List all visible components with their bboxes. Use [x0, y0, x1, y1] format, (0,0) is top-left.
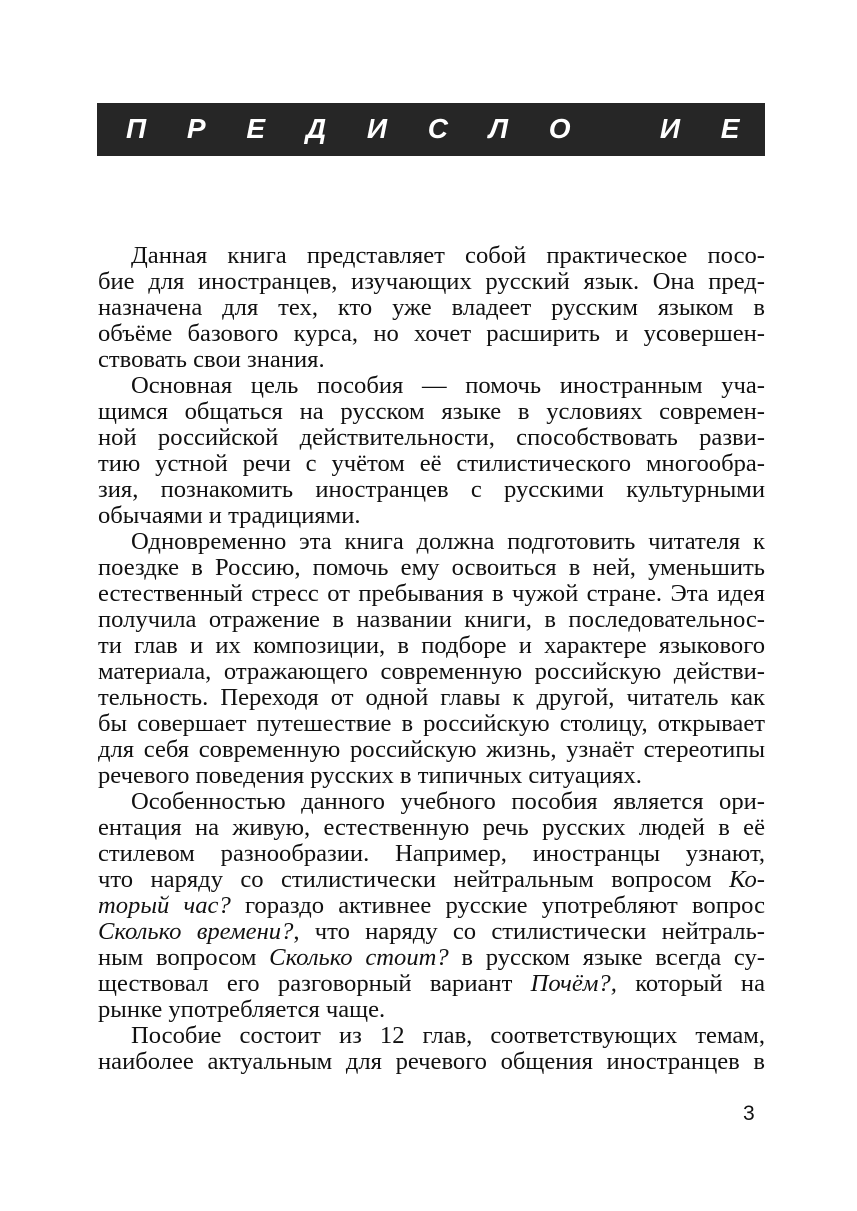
paragraph-2	[98, 373, 765, 529]
paragraph-1	[98, 243, 765, 373]
text-line: бие для иностранцев, изучающих русский язык. Она пред-	[98, 268, 765, 295]
text-line: тельность. Переходя от одной главы к другой, читатель как	[98, 684, 765, 711]
paragraph-3	[98, 529, 765, 789]
text-line: щимся общаться на русском языке в условиях современ-	[98, 398, 765, 425]
page-number: 3	[743, 1102, 755, 1125]
text-line: поездке в Россию, помочь ему освоиться в ней, уменьшить	[98, 554, 765, 581]
text-segment: ществовал его разговорный вариант	[98, 970, 531, 997]
text-segment: что наряду со стилистически нейтральным вопросом	[98, 866, 730, 893]
text-line: ной российской действительности, способствовать разви-	[98, 424, 765, 451]
text-line: стилевом разнообразии. Например, иностранцы узнают,	[98, 840, 765, 867]
italic-example: Ко-	[729, 866, 765, 893]
text-segment: , что наряду со стилистически нейтраль-	[293, 918, 765, 945]
text-line: ствовать свои знания.	[98, 346, 325, 373]
text-segment: в русском языке всегда су-	[448, 944, 765, 971]
text-line: бы совершает путешествие в российскую столицу, открывает	[98, 710, 765, 737]
text-line: для себя современную российскую жизнь, узнаёт стереотипы	[98, 736, 765, 763]
italic-example: Сколько времени?	[98, 918, 294, 945]
text-line: ентация на живую, естественную речь русских людей в её	[98, 814, 765, 841]
italic-example: торый час?	[98, 892, 231, 919]
text-segment: который на	[616, 970, 766, 997]
text-segment: ным вопросом	[98, 944, 270, 971]
text-line: получила отражение в названии книги, в последовательнос-	[98, 606, 765, 633]
text-line: рынке употребляется чаще.	[98, 996, 386, 1023]
text-line: Пособие состоит из 12 глав, соответствующих темам,	[131, 1022, 765, 1049]
body-text	[98, 243, 765, 1075]
text-line	[98, 945, 765, 971]
paragraph-4	[98, 789, 765, 1023]
text-line	[98, 893, 765, 919]
chapter-title: П Р Е Д И С Л О И Е	[126, 113, 756, 144]
text-line: Одновременно эта книга должна подготовить читателя к	[131, 528, 765, 555]
italic-example: Сколько стоит?	[269, 944, 449, 971]
text-line: зия, познакомить иностранцев с русскими культурными	[98, 476, 765, 503]
text-line: обычаями и традициями.	[98, 502, 361, 529]
text-line: материала, отражающего современную российскую действи-	[98, 658, 765, 685]
text-line	[98, 919, 765, 945]
text-line	[98, 971, 765, 997]
text-line: Основная цель пособия — помочь иностранным уча-	[131, 372, 765, 399]
text-line: естественный стресс от пребывания в чужой стране. Эта идея	[98, 580, 765, 607]
text-line: тию устной речи с учётом её стилистического многообра-	[98, 450, 765, 477]
text-line: назначена для тех, кто уже владеет русским языком в	[98, 294, 765, 321]
chapter-title-bar	[97, 103, 765, 156]
text-line: Особенностью данного учебного пособия является ори-	[131, 788, 765, 815]
paragraph-5	[98, 1023, 765, 1075]
italic-example: Почём?,	[530, 970, 617, 997]
text-line	[98, 867, 765, 893]
text-line: речевого поведения русских в типичных ситуациях.	[98, 762, 642, 789]
text-line: ти глав и их композиции, в подборе и характере языкового	[98, 632, 765, 659]
text-line: Данная книга представляет собой практическое посо-	[131, 242, 765, 269]
text-line: наиболее актуальным для речевого общения иностранцев в	[98, 1048, 765, 1075]
text-segment: гораздо активнее русские употребляют вопрос	[230, 892, 765, 919]
text-line: объёме базового курса, но хочет расширить и усовершен-	[98, 320, 765, 347]
